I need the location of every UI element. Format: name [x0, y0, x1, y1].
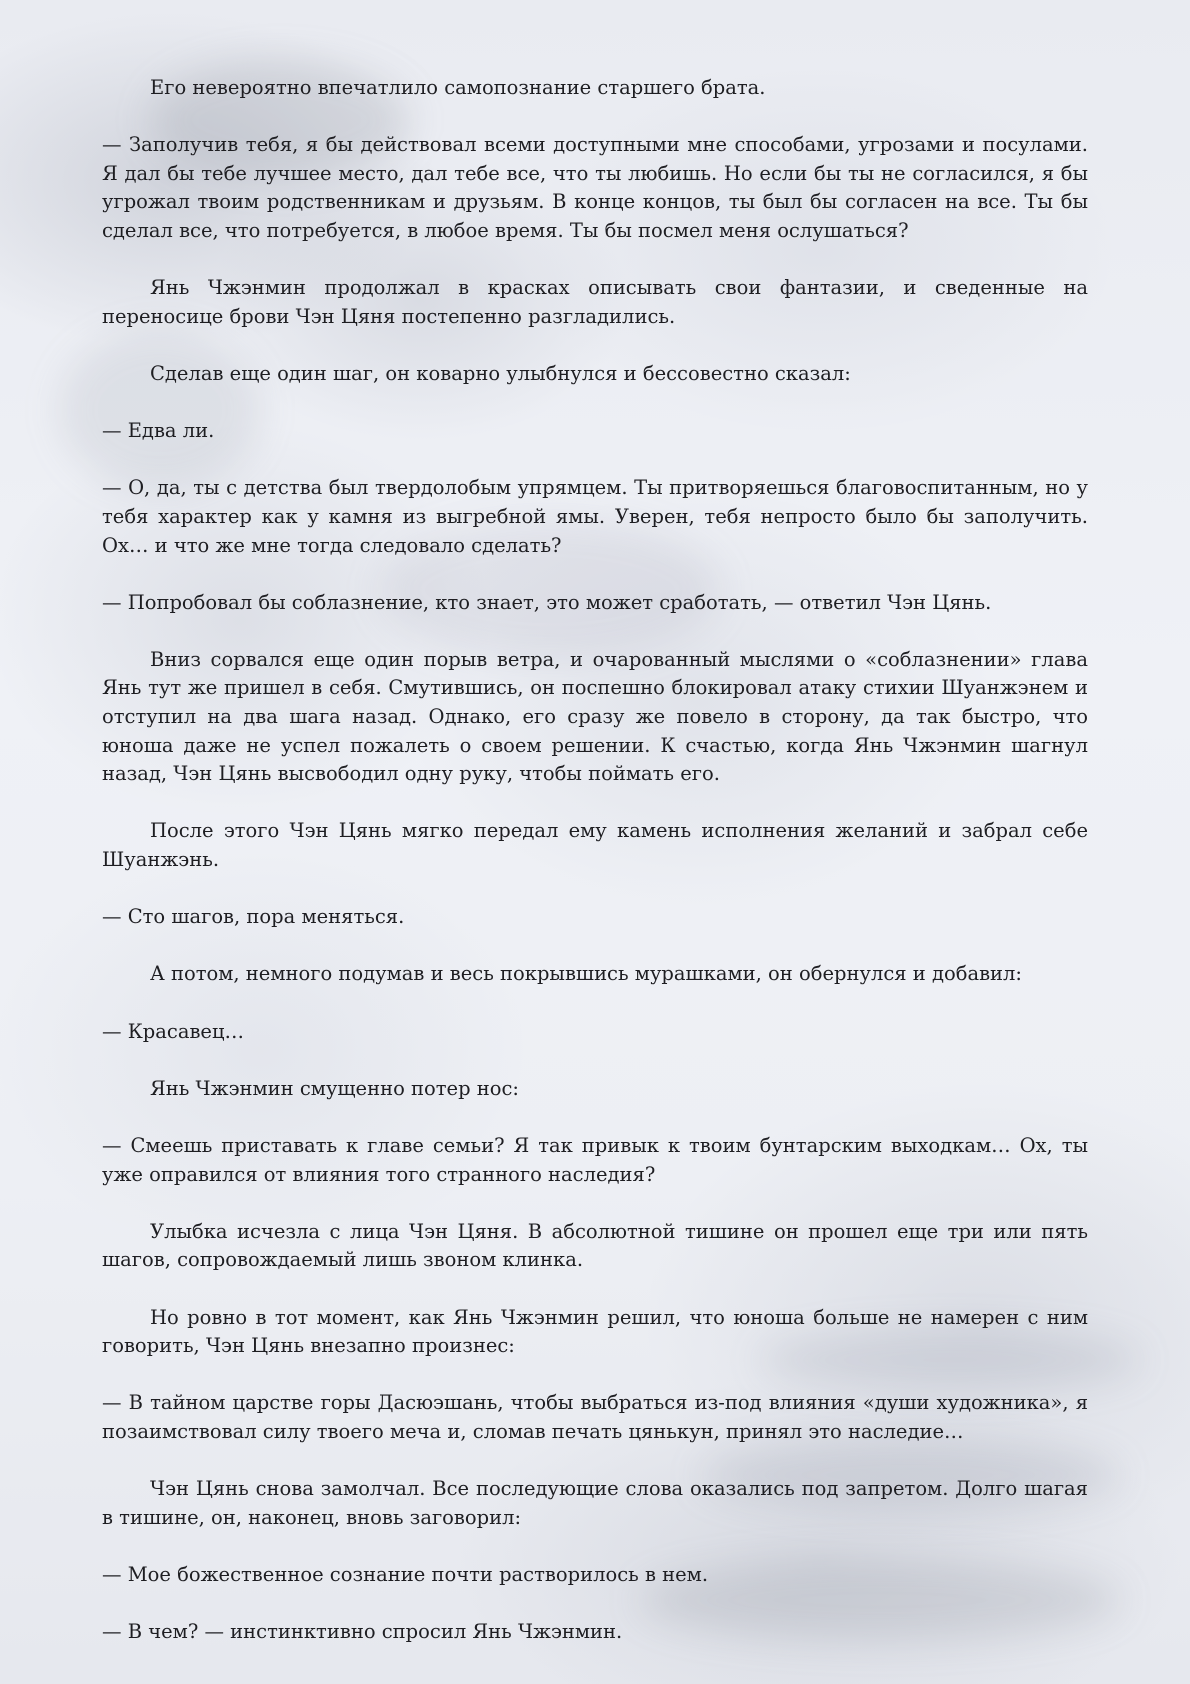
paragraph: После этого Чэн Цянь мягко передал ему камень исполнения желаний и забрал себе Шуанжэнь.: [102, 819, 1088, 872]
paragraph: — В чем? — инстинктивно спросил Янь Чжэнмин.: [102, 1620, 623, 1644]
paragraph: — В тайном царстве горы Дасюэшань, чтобы выбраться из-под влияния «души художника», я позаимствовал силу твоего меча и, сломав печать цянькун, принял это наследие…: [102, 1391, 1088, 1443]
paragraph: Чэн Цянь снова замолчал. Все последующие слова оказались под запретом. Долго шагая в тишине, он, наконец, вновь заговорил:: [102, 1477, 1088, 1529]
paragraph: Но ровно в тот момент, как Янь Чжэнмин решил, что юноша больше не намерен с ним говорить, Чэн Цянь внезапно произнес:: [102, 1305, 1088, 1358]
paragraph: — Красавец…: [102, 1019, 245, 1043]
paragraph: — Смеешь приставать к главе семьи? Я так привык к твоим бунтарским выходкам… Ох, ты уже оправился от влияния того странного наследия?: [102, 1133, 1088, 1186]
paragraph: А потом, немного подумав и весь покрывшись мурашками, он обернулся и добавил:: [150, 962, 1023, 986]
paragraph: Его невероятно впечатлило самопознание старшего брата.: [150, 76, 766, 99]
paragraph: — Сто шагов, пора меняться.: [102, 905, 405, 929]
paragraph: Вниз сорвался еще один порыв ветра, и очарованный мыслями о «соблазнении» глава Янь тут же пришел в себя. Смутившись, он поспешно блокировал атаку стихии Шуанжэнем и отступил на два шага назад. Однако, его сразу же повело в сторону, да так быстро, что юноша даже не успел пожалеть о своем решении. К счастью, когда Янь Чжэнмин шагнул назад, Чэн Цянь высвободил одну руку, чтобы поймать его.: [102, 647, 1088, 786]
paragraph: Янь Чжэнмин продолжал в красках описывать свои фантазии, и сведенные на переносице брови Чэн Цяня постепенно разгладились.: [102, 276, 1088, 328]
paragraph: — Едва ли.: [102, 419, 215, 443]
paragraph: — О, да, ты с детства был твердолобым упрямцем. Ты притворяешься благовоспитанным, но у тебя характер как у камня из выгребной ямы. Уверен, тебя непросто было бы заполучить. Ох… и что же мне тогда следовало сделать?: [102, 476, 1088, 557]
paragraph: Сделав еще один шаг, он коварно улыбнулся и бессовестно сказал:: [150, 361, 851, 385]
paragraph: Улыбка исчезла с лица Чэн Цяня. В абсолютной тишине он прошел еще три или пять шагов, сопровождаемый лишь звоном клинка.: [102, 1219, 1088, 1272]
body-text: [102, 74, 1088, 1675]
paragraph: — Мое божественное сознание почти растворилось в нем.: [102, 1562, 709, 1586]
paragraph: — Попробовал бы соблазнение, кто знает, это может сработать, — ответил Чэн Цянь.: [102, 590, 992, 614]
paragraph: — Заполучив тебя, я бы действовал всеми доступными мне способами, угрозами и посулами. Я дал бы тебе лучшее место, дал тебе все, что ты любишь. Но если бы ты не согласился, я бы угрожал твоим родственникам и друзьям. В конце концов, ты был бы согласен на все. Ты бы сделал все, что потребуется, в любое время. Ты бы посмел меня ослушаться?: [102, 133, 1088, 242]
paragraph: Янь Чжэнмин смущенно потер нос:: [150, 1076, 519, 1100]
